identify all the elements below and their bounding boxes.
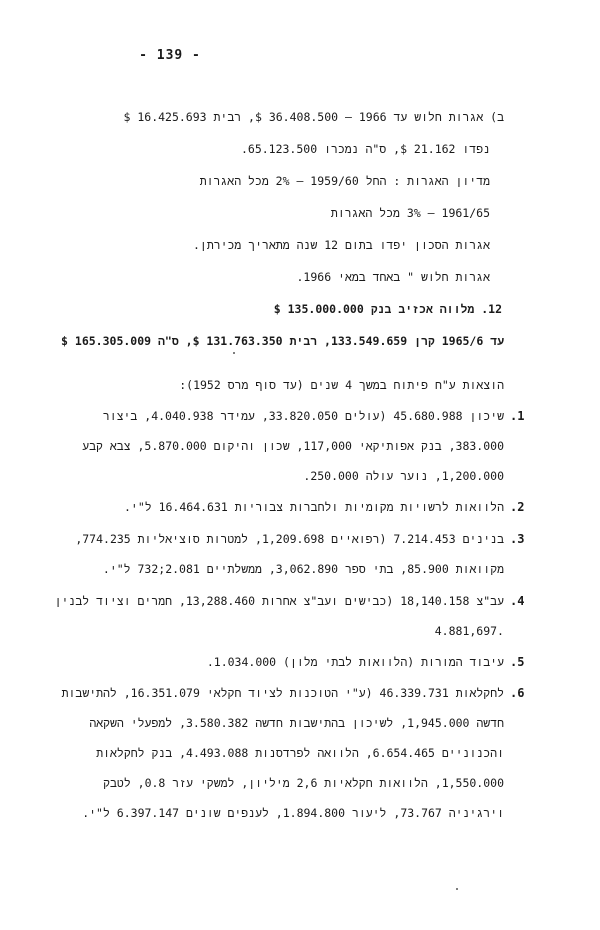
text-line: וירגיניה 73.767, ליעור 1.894.800, לענפים שונים 6.397.147 ל"י. xyxy=(82,806,504,820)
item-number: .2 xyxy=(510,500,525,514)
text-line: בנינים 7.214.453 (רפואיים 1,209.698, למטרות סוציאליות 774.235, xyxy=(75,532,504,546)
text-line: לחקלאות 46.339.731 (ע"י הטוכנות לציוד חקלאי 16.351.079, להתישבות xyxy=(61,686,504,700)
text-line: 4.881,697. xyxy=(434,624,504,638)
scan-speck xyxy=(456,888,458,890)
item-number: .3 xyxy=(510,532,525,546)
text-line: ב) אגרות חלוש עד 1966 – 36.408.500 $, רבית 16.425.693 $ xyxy=(123,110,504,124)
text-line: והכנוניים 6.654.465, הלוואה לפרדסנות 4.493.088, בנק לחקלאות xyxy=(96,746,504,760)
text-line: 383.000, בנק אפותיקאי 117,000, שכון והיקום 5.870.000, צבא קבע xyxy=(82,439,504,453)
text-line: נפדו 21.162 $, ס"ה נמכרו 65.123.500. xyxy=(240,142,490,156)
text-line: עב"צ 18,140.158 (כבישים ועב"צ אחרות 13,288.460, חמרים וציוד לבנין xyxy=(54,594,504,608)
item-number: .6 xyxy=(510,686,525,700)
text-line: חדשה 1,945.000, לשיכון בהתישבות חדשה 3.580.382, למפעלי השקאה xyxy=(89,716,504,730)
item-number: .1 xyxy=(510,409,525,423)
loan-heading: 12. מלווה אכזיב בנק 135.000.000 $ xyxy=(273,302,502,316)
text-line: הלוואות לרשויות מקומיות ולחברות צבוריות 16.464.631 ל"י. xyxy=(124,500,504,514)
item-number: .4 xyxy=(510,594,525,608)
text-line: מקוואות 85.900, בתי ספר 3,062.890, ממשלתיים 2.081;732 ל"י. xyxy=(102,562,504,576)
text-line: אגרות חלוש " באחד במאי 1966. xyxy=(296,270,490,284)
text-line: 1961/65 – 3% מכל האגרות xyxy=(330,206,490,220)
scan-speck xyxy=(233,352,235,354)
text-line: עיבוד המורות (הלוואות לבתי מלון) 1.034.000. xyxy=(206,655,504,669)
page-number: - 139 - xyxy=(139,48,201,63)
text-line: 1,550.000, הלוואות חקלאיות 2,6 מיליון, למשקי עזר 0.8, לטבק xyxy=(103,776,504,790)
text-line: עד 1965/6 קרן 133.549.659, רבית 131.763.350 $, ס"ה 165.305.009 $ xyxy=(61,334,504,348)
item-number: .5 xyxy=(510,655,525,669)
section-heading: הוצאות ע"ח פיתוח במשך 4 שנים (עד סוף מרס 1952): xyxy=(179,378,504,392)
text-line: אגרות הסכון יפדו בתום 12 שנה מתאריך מכירתן. xyxy=(193,238,490,252)
text-line: שיכון 45.680.988 (עולים 33.820.050, עמידר 4.040.938, ביצור xyxy=(102,409,504,423)
text-line: מדיון האגרות : החל 1959/60 – 2% מכל האגרות xyxy=(199,174,490,188)
text-line: 1,200.000, נוער עולה 250.000. xyxy=(303,469,504,483)
